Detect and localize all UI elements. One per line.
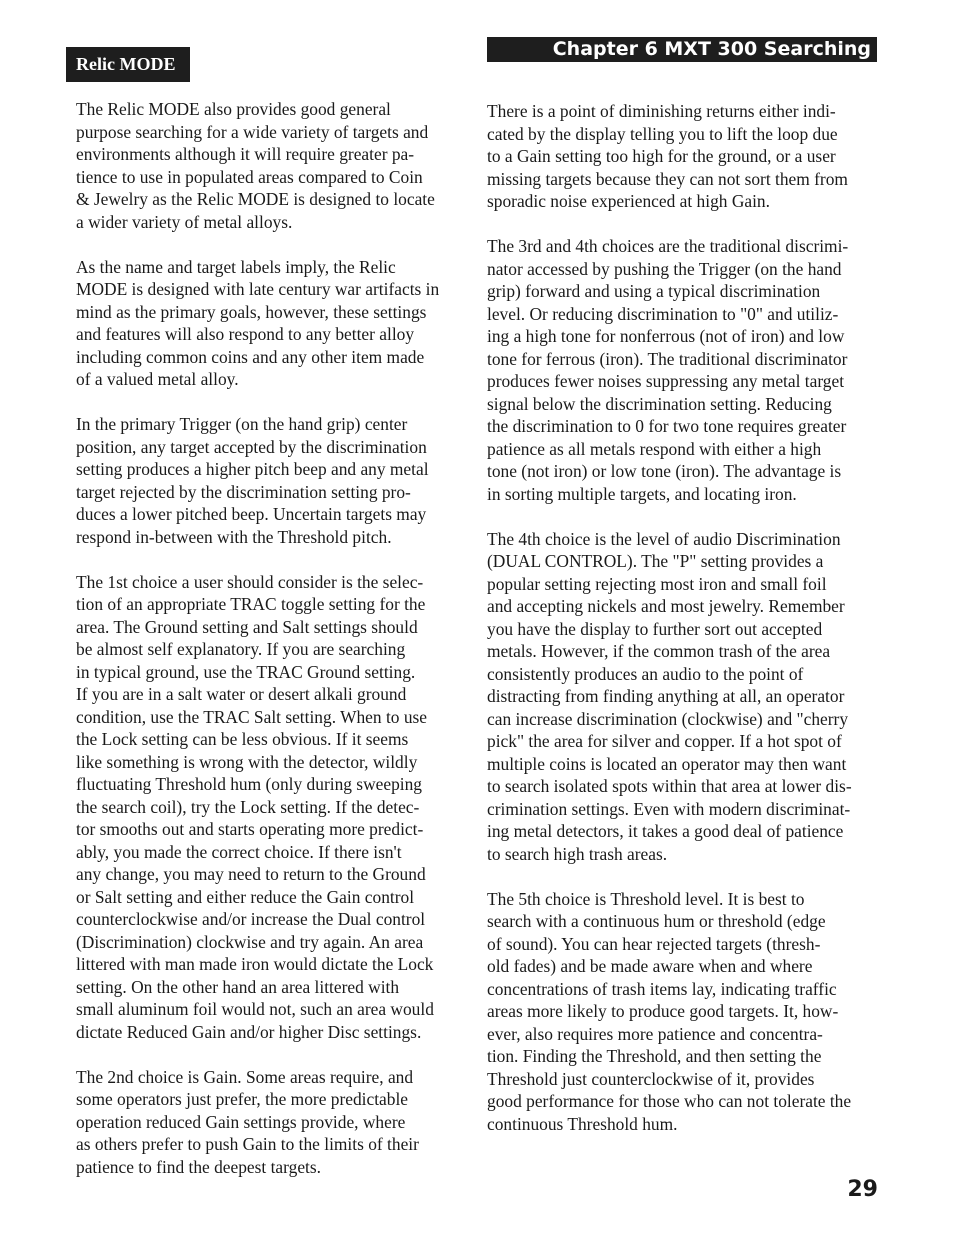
text-line: and accepting nickels and most jewelry. Remember <box>487 596 845 616</box>
text-line: good performance for those who can not tolerate the <box>487 1091 852 1111</box>
text-line: (Discrimination) clockwise and try again. An area <box>76 931 424 952</box>
text-line: sporadic noise experienced at high Gain. <box>487 191 770 211</box>
text-line: continuous Threshold hum. <box>487 1113 678 1134</box>
text-line: tience to use in populated areas compared to Coin <box>76 166 423 187</box>
text-line: multiple coins is located an operator may then want <box>487 753 847 774</box>
text-line: & Jewelry as the Relic MODE is designed to locate <box>76 189 435 209</box>
text-line: setting. On the other hand an area littered with <box>76 976 400 997</box>
paragraph <box>76 1066 472 1179</box>
right-column <box>487 100 883 1158</box>
left-column <box>76 98 472 1201</box>
text-line: be almost self explanatory. If you are searching <box>76 639 406 659</box>
text-line: MODE is designed with late century war artifacts in <box>76 279 440 299</box>
text-line: search with a continuous hum or threshold (edge <box>487 911 826 931</box>
text-line: distracting from finding anything at all, an operator <box>487 686 845 706</box>
paragraph <box>487 528 883 866</box>
text-line: small aluminum foil would not, such an area would <box>76 999 434 1019</box>
text-line: metals. However, if the common trash of the area <box>487 641 831 661</box>
text-line: crimination settings. Even with modern discriminat- <box>487 798 851 819</box>
text-line: operation reduced Gain settings provide, where <box>76 1111 406 1132</box>
text-line: in sorting multiple targets, and locating iron. <box>487 483 797 504</box>
text-line: purpose searching for a wide variety of targets and <box>76 121 429 142</box>
text-line: ing a high tone for nonferrous (not of iron) and low <box>487 326 845 346</box>
text-line: pick" the area for silver and copper. If a hot spot of <box>487 731 842 751</box>
text-line: (DUAL CONTROL). The "P" setting provides a <box>487 551 824 571</box>
text-line: area. The Ground setting and Salt settings should <box>76 616 418 637</box>
text-line: In the primary Trigger (on the hand grip) center <box>76 414 408 434</box>
text-line: and features will also respond to any better alloy <box>76 324 415 344</box>
text-line: to a Gain setting too high for the ground, or a user <box>487 146 836 166</box>
text-line: dictate Reduced Gain and/or higher Disc settings. <box>76 1021 422 1042</box>
text-line: ably, you made the correct choice. If there isn't <box>76 841 402 862</box>
text-line: target rejected by the discrimination setting pro- <box>76 481 411 502</box>
text-line: setting produces a higher pitch beep and any metal <box>76 459 429 479</box>
text-line: The 2nd choice is Gain. Some areas require, and <box>76 1066 414 1087</box>
text-line: tone (not iron) or low tone (iron). The advantage is <box>487 461 842 481</box>
text-line: in typical ground, use the TRAC Ground setting. <box>76 661 416 682</box>
text-line: fluctuating Threshold hum (only during sweeping <box>76 774 422 794</box>
text-line: tone for ferrous (iron). The traditional discriminator <box>487 348 848 369</box>
text-line: like something is wrong with the detector, wildly <box>76 751 418 772</box>
chapter-title: Chapter 6 MXT 300 Searching <box>487 37 877 62</box>
text-line: level. Or reducing discrimination to "0" and utiliz- <box>487 303 839 324</box>
text-line: as others prefer to push Gain to the limits of their <box>76 1134 419 1154</box>
text-line: position, any target accepted by the discrimination <box>76 436 427 457</box>
text-line: popular setting rejecting most iron and small foil <box>487 573 827 594</box>
text-line: Threshold just counterclockwise of it, provides <box>487 1068 815 1089</box>
text-line: to search high trash areas. <box>487 843 668 864</box>
text-line: nator accessed by pushing the Trigger (on the hand <box>487 258 842 279</box>
text-line: respond in-between with the Threshold pitch. <box>76 526 392 547</box>
text-line: the discrimination to 0 for two tone requires greater <box>487 416 847 436</box>
text-line: some operators just prefer, the more predictable <box>76 1089 409 1109</box>
text-line: of sound). You can hear rejected targets (thresh- <box>487 933 821 954</box>
text-line: areas more likely to produce good targets. It, how- <box>487 1001 839 1021</box>
text-line: The 5th choice is Threshold level. It is best to <box>487 888 805 909</box>
text-line: cated by the display telling you to lift the loop due <box>487 123 838 144</box>
text-line: As the name and target labels imply, the Relic <box>76 256 396 277</box>
text-line: can increase discrimination (clockwise) and "cherry <box>487 708 849 729</box>
paragraph <box>76 571 472 1044</box>
text-line: environments although it will require greater pa- <box>76 144 415 164</box>
text-line: condition, use the TRAC Salt setting. When to use <box>76 706 428 727</box>
paragraph <box>76 256 472 391</box>
text-line: tion. Finding the Threshold, and then setting the <box>487 1046 822 1066</box>
text-line: signal below the discrimination setting. Reducing <box>487 393 832 414</box>
text-line: The 4th choice is the level of audio Discrimination <box>487 528 841 549</box>
text-line: a wider variety of metal alloys. <box>76 211 293 232</box>
text-line: patience as all metals respond with either a high <box>487 438 822 459</box>
text-line: counterclockwise and/or increase the Dual control <box>76 909 426 929</box>
text-line: old fades) and be made aware when and where <box>487 956 813 976</box>
text-line: The 3rd and 4th choices are the traditional discrimi- <box>487 236 849 256</box>
text-line: patience to find the deepest targets. <box>76 1156 321 1177</box>
text-line: There is a point of diminishing returns either indi- <box>487 101 836 121</box>
page-number: 29 <box>847 1177 878 1202</box>
text-line: any change, you may need to return to the Ground <box>76 864 426 884</box>
text-line: The Relic MODE also provides good general <box>76 99 391 119</box>
text-line: concentrations of trash items lay, indicating traffic <box>487 978 837 999</box>
text-line: grip) forward and using a typical discrimination <box>487 281 821 301</box>
paragraph <box>487 100 883 213</box>
paragraph <box>76 98 472 233</box>
text-line: littered with man made iron would dictate the Lock <box>76 954 434 974</box>
text-line: If you are in a salt water or desert alkali ground <box>76 684 407 704</box>
text-line: to search isolated spots within that area at lower dis- <box>487 776 852 796</box>
text-line: ing metal detectors, it takes a good deal of patience <box>487 821 844 841</box>
text-line: tion of an appropriate TRAC toggle setting for the <box>76 594 426 614</box>
text-line: you have the display to further sort out accepted <box>487 618 823 639</box>
text-line: ever, also requires more patience and concentra- <box>487 1023 823 1044</box>
text-line: the Lock setting can be less obvious. If it seems <box>76 729 409 749</box>
text-line: The 1st choice a user should consider is the selec- <box>76 571 424 592</box>
text-line: consistently produces an audio to the point of <box>487 663 804 684</box>
text-line: missing targets because they can not sort them from <box>487 168 848 189</box>
text-line: of a valued metal alloy. <box>76 369 239 389</box>
text-line: tor smooths out and starts operating more predict- <box>76 819 424 839</box>
paragraph <box>487 235 883 505</box>
text-line: mind as the primary goals, however, these settings <box>76 301 427 322</box>
text-line: duces a lower pitched beep. Uncertain targets may <box>76 504 427 524</box>
paragraph <box>76 413 472 548</box>
text-line: the search coil), try the Lock setting. If the detec- <box>76 796 420 817</box>
section-label: Relic MODE <box>66 47 190 82</box>
text-line: produces fewer noises suppressing any metal target <box>487 371 845 391</box>
paragraph <box>487 888 883 1136</box>
text-line: including common coins and any other item made <box>76 346 425 367</box>
text-line: or Salt setting and either reduce the Gain control <box>76 886 415 907</box>
